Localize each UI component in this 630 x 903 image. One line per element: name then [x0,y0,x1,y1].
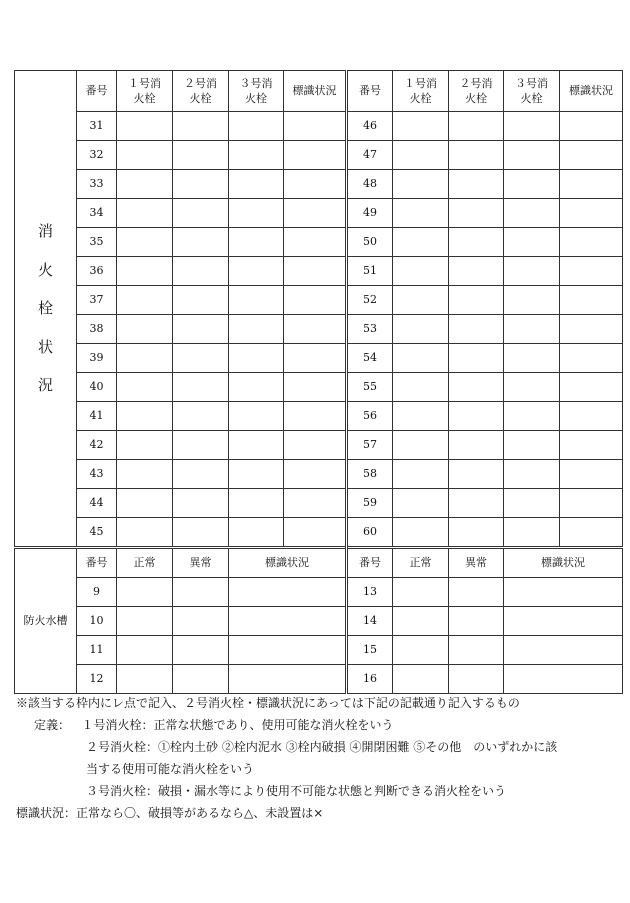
hydrant-number: 42 [77,431,117,460]
hydrant-number: 34 [77,199,117,228]
hydrant-3-cell[interactable] [229,431,284,460]
sign-status-cell[interactable] [284,170,347,199]
sign-status-cell[interactable] [504,578,623,607]
tank-number: 9 [77,578,117,607]
tank-row [15,607,623,636]
tank-row [15,636,623,665]
header-normal: 正常 [117,548,173,578]
hydrant-3-cell[interactable] [504,112,560,141]
hydrant-3-cell[interactable] [504,315,560,344]
hydrant-1-cell[interactable] [117,112,173,141]
abnormal-cell[interactable] [449,578,504,607]
hydrant-3-cell[interactable] [229,402,284,431]
hydrant-1-cell[interactable] [117,402,173,431]
normal-cell[interactable] [393,665,449,694]
hydrant-2-cell[interactable] [173,460,229,489]
hydrant-3-cell[interactable] [229,460,284,489]
hydrant-1-cell[interactable] [393,373,449,402]
hydrant-number: 45 [77,518,117,548]
hydrant-3-cell[interactable] [229,373,284,402]
hydrant-1-cell[interactable] [117,228,173,257]
sign-status-cell[interactable] [284,344,347,373]
hydrant-1-cell[interactable] [117,257,173,286]
hydrant-1-cell[interactable] [117,518,173,548]
hydrant-2-cell[interactable] [449,112,504,141]
header-hydrant-1: １号消 火栓 [117,71,173,112]
hydrant-3-cell[interactable] [504,431,560,460]
hydrant-1-cell[interactable] [117,344,173,373]
hydrant-number: 54 [347,344,393,373]
hydrant-3-cell[interactable] [229,344,284,373]
hydrant-2-cell[interactable] [173,402,229,431]
sign-status-cell[interactable] [504,636,623,665]
note-line: ※該当する枠内にレ点で記入、２号消火栓・標識状況にあっては下記の記載通り記入するもの [16,696,520,710]
normal-cell[interactable] [393,607,449,636]
hydrant-number: 37 [77,286,117,315]
hydrant-row [15,344,623,373]
hydrant-2-cell[interactable] [449,489,504,518]
header-number: 番号 [77,548,117,578]
tank-section-label: 防火水槽 [15,548,77,694]
sign-status-cell[interactable] [504,665,623,694]
hydrant-3-cell[interactable] [229,228,284,257]
sign-status-cell[interactable] [560,228,623,257]
sign-status-cell[interactable] [284,431,347,460]
sign-status-cell[interactable] [284,228,347,257]
normal-cell[interactable] [393,636,449,665]
hydrant-number: 43 [77,460,117,489]
hydrant-2-cell[interactable] [449,402,504,431]
hydrant-2-cell[interactable] [449,315,504,344]
hydrant-2-cell[interactable] [449,228,504,257]
tank-number: 16 [347,665,393,694]
tank-header-row [15,548,623,578]
hydrant-1-cell[interactable] [393,315,449,344]
header-sign-status: 標識状況 [229,548,347,578]
hydrant-row [15,431,623,460]
header-number: 番号 [77,71,117,112]
sign-status-cell[interactable] [560,141,623,170]
hydrant-2-cell[interactable] [449,199,504,228]
tank-row [15,578,623,607]
hydrant-3-cell[interactable] [229,286,284,315]
hydrant-3-cell[interactable] [229,141,284,170]
header-normal: 正常 [393,548,449,578]
hydrant-row [15,315,623,344]
sign-status-cell[interactable] [560,460,623,489]
normal-cell[interactable] [393,578,449,607]
hydrant-1-cell[interactable] [117,141,173,170]
hydrant-1-cell[interactable] [393,170,449,199]
hydrant-3-cell[interactable] [229,518,284,548]
header-hydrant-3: ３号消 火栓 [229,71,284,112]
hydrant-number: 32 [77,141,117,170]
hydrant-3-cell[interactable] [504,460,560,489]
label-char: 状 [37,337,53,356]
definition-3: ３号消火栓：破損・漏水等により使用不可能な状態と判断できる消火栓をいう [86,784,507,798]
hydrant-1-cell[interactable] [393,460,449,489]
sign-status-cell[interactable] [560,199,623,228]
hydrant-2-cell[interactable] [173,170,229,199]
label-char: 況 [37,376,53,395]
hydrant-2-cell[interactable] [173,286,229,315]
hydrant-2-cell[interactable] [173,373,229,402]
sign-status-cell[interactable] [229,636,347,665]
tank-number: 10 [77,607,117,636]
hydrant-2-cell[interactable] [173,257,229,286]
sign-status-cell[interactable] [560,170,623,199]
abnormal-cell[interactable] [173,607,229,636]
sign-status-cell[interactable] [229,578,347,607]
hydrant-1-cell[interactable] [117,373,173,402]
sign-status-cell[interactable] [284,112,347,141]
sign-status-cell[interactable] [560,489,623,518]
definition-2: ２号消火栓：①栓内土砂 ②栓内泥水 ③栓内破損 ④開閉困難 ⑤その他 のいずれかに該 [86,740,558,754]
label-char: 消 [37,222,53,241]
sign-status-cell[interactable] [284,199,347,228]
sign-status-cell[interactable] [284,315,347,344]
hydrant-2-cell[interactable] [173,112,229,141]
inspection-table [14,70,623,694]
hydrant-3-cell[interactable] [504,170,560,199]
hydrant-number: 57 [347,431,393,460]
hydrant-row [15,257,623,286]
sign-status-cell[interactable] [284,373,347,402]
sign-status-cell[interactable] [560,518,623,548]
hydrant-number: 53 [347,315,393,344]
hydrant-3-cell[interactable] [504,344,560,373]
hydrant-1-cell[interactable] [117,315,173,344]
header-sign-status: 標識状況 [284,71,347,112]
hydrant-1-cell[interactable] [117,489,173,518]
hydrant-row [15,141,623,170]
hydrant-1-cell[interactable] [117,431,173,460]
hydrant-row [15,518,623,548]
tank-number: 15 [347,636,393,665]
hydrant-number: 56 [347,402,393,431]
header-sign-status: 標識状況 [504,548,623,578]
sign-status-cell[interactable] [284,257,347,286]
sign-status-cell[interactable] [560,286,623,315]
hydrant-number: 52 [347,286,393,315]
hydrant-3-cell[interactable] [504,489,560,518]
sign-status-cell[interactable] [560,402,623,431]
hydrant-2-cell[interactable] [449,373,504,402]
abnormal-cell[interactable] [173,578,229,607]
hydrant-row [15,286,623,315]
hydrant-2-cell[interactable] [449,170,504,199]
hydrant-number: 36 [77,257,117,286]
tank-number: 12 [77,665,117,694]
hydrant-1-cell[interactable] [393,228,449,257]
hydrant-1-cell[interactable] [393,344,449,373]
hydrant-number: 33 [77,170,117,199]
hydrant-row [15,228,623,257]
sign-status-cell[interactable] [284,286,347,315]
normal-cell[interactable] [117,607,173,636]
hydrant-1-cell[interactable] [393,518,449,548]
hydrant-1-cell[interactable] [393,199,449,228]
abnormal-cell[interactable] [449,636,504,665]
hydrant-1-cell[interactable] [393,402,449,431]
hydrant-2-cell[interactable] [173,199,229,228]
sign-status-cell[interactable] [284,402,347,431]
sign-status-rule: 標識状況：正常なら〇、破損等があるなら△、未設置は× [16,806,324,820]
hydrant-3-cell[interactable] [229,257,284,286]
hydrant-number: 58 [347,460,393,489]
hydrant-3-cell[interactable] [229,315,284,344]
hydrant-number: 38 [77,315,117,344]
sign-status-cell[interactable] [560,431,623,460]
hydrant-2-cell[interactable] [173,315,229,344]
normal-cell[interactable] [117,578,173,607]
hydrant-number: 59 [347,489,393,518]
hydrant-3-cell[interactable] [504,228,560,257]
hydrant-number: 44 [77,489,117,518]
definition-line [16,714,616,736]
tank-number: 14 [347,607,393,636]
hydrant-3-cell[interactable] [504,141,560,170]
label-char: 栓 [37,299,53,318]
header-number: 番号 [347,548,393,578]
hydrant-1-cell[interactable] [393,257,449,286]
hydrant-1-cell[interactable] [393,431,449,460]
hydrant-number: 47 [347,141,393,170]
hydrant-2-cell[interactable] [449,460,504,489]
normal-cell[interactable] [117,636,173,665]
hydrant-1-cell[interactable] [117,286,173,315]
hydrant-number: 49 [347,199,393,228]
hydrant-2-cell[interactable] [173,141,229,170]
hydrant-3-cell[interactable] [504,402,560,431]
sign-status-cell[interactable] [504,607,623,636]
hydrant-3-cell[interactable] [504,373,560,402]
hydrant-number: 40 [77,373,117,402]
hydrant-2-cell[interactable] [449,141,504,170]
hydrant-3-cell[interactable] [229,170,284,199]
hydrant-3-cell[interactable] [504,286,560,315]
hydrant-1-cell[interactable] [393,112,449,141]
hydrant-number: 60 [347,518,393,548]
hydrant-2-cell[interactable] [173,518,229,548]
sign-status-cell[interactable] [560,344,623,373]
sign-status-cell[interactable] [284,460,347,489]
notes [16,692,616,824]
header-hydrant-2: ２号消 火栓 [173,71,229,112]
hydrant-3-cell[interactable] [229,489,284,518]
normal-cell[interactable] [117,665,173,694]
hydrant-row [15,170,623,199]
hydrant-3-cell[interactable] [504,257,560,286]
definition-label: 定義： [34,718,71,732]
hydrant-2-cell[interactable] [449,431,504,460]
hydrant-number: 51 [347,257,393,286]
sign-status-cell[interactable] [560,373,623,402]
abnormal-cell[interactable] [173,665,229,694]
abnormal-cell[interactable] [449,665,504,694]
hydrant-row [15,199,623,228]
hydrant-1-cell[interactable] [117,199,173,228]
sign-status-cell[interactable] [284,141,347,170]
hydrant-2-cell[interactable] [173,489,229,518]
hydrant-1-cell[interactable] [393,286,449,315]
definition-1: １号消火栓：正常な状態であり、使用可能な消火栓をいう [81,718,394,732]
hydrant-row [15,460,623,489]
hydrant-section-label [15,71,77,548]
hydrant-2-cell[interactable] [449,257,504,286]
hydrant-2-cell[interactable] [449,344,504,373]
hydrant-1-cell[interactable] [117,460,173,489]
hydrant-number: 41 [77,402,117,431]
sign-status-cell[interactable] [560,112,623,141]
hydrant-2-cell[interactable] [173,344,229,373]
hydrant-2-cell[interactable] [449,286,504,315]
hydrant-2-cell[interactable] [173,431,229,460]
sign-status-cell[interactable] [560,315,623,344]
hydrant-number: 50 [347,228,393,257]
hydrant-3-cell[interactable] [504,518,560,548]
abnormal-cell[interactable] [449,607,504,636]
label-char: 火 [37,260,53,279]
header-number: 番号 [347,71,393,112]
hydrant-number: 31 [77,112,117,141]
hydrant-header-row [15,71,623,112]
sign-status-cell[interactable] [229,607,347,636]
header-abnormal: 異常 [449,548,504,578]
sign-status-cell[interactable] [560,257,623,286]
hydrant-1-cell[interactable] [393,489,449,518]
abnormal-cell[interactable] [173,636,229,665]
tank-row [15,665,623,694]
header-abnormal: 異常 [173,548,229,578]
hydrant-3-cell[interactable] [504,199,560,228]
tank-number: 11 [77,636,117,665]
hydrant-1-cell[interactable] [117,170,173,199]
hydrant-number: 48 [347,170,393,199]
hydrant-row [15,373,623,402]
sign-status-cell[interactable] [284,489,347,518]
tank-number: 13 [347,578,393,607]
hydrant-3-cell[interactable] [229,112,284,141]
hydrant-row [15,402,623,431]
header-hydrant-2: ２号消 火栓 [449,71,504,112]
hydrant-number: 35 [77,228,117,257]
header-hydrant-3: ３号消 火栓 [504,71,560,112]
hydrant-1-cell[interactable] [393,141,449,170]
hydrant-2-cell[interactable] [449,518,504,548]
hydrant-row [15,489,623,518]
header-sign-status: 標識状況 [560,71,623,112]
hydrant-row [15,112,623,141]
hydrant-3-cell[interactable] [229,199,284,228]
hydrant-number: 39 [77,344,117,373]
sign-status-cell[interactable] [229,665,347,694]
hydrant-number: 46 [347,112,393,141]
header-hydrant-1: １号消 火栓 [393,71,449,112]
sign-status-cell[interactable] [284,518,347,548]
hydrant-number: 55 [347,373,393,402]
definition-2-cont: 当する使用可能な消火栓をいう [86,762,255,776]
hydrant-2-cell[interactable] [173,228,229,257]
